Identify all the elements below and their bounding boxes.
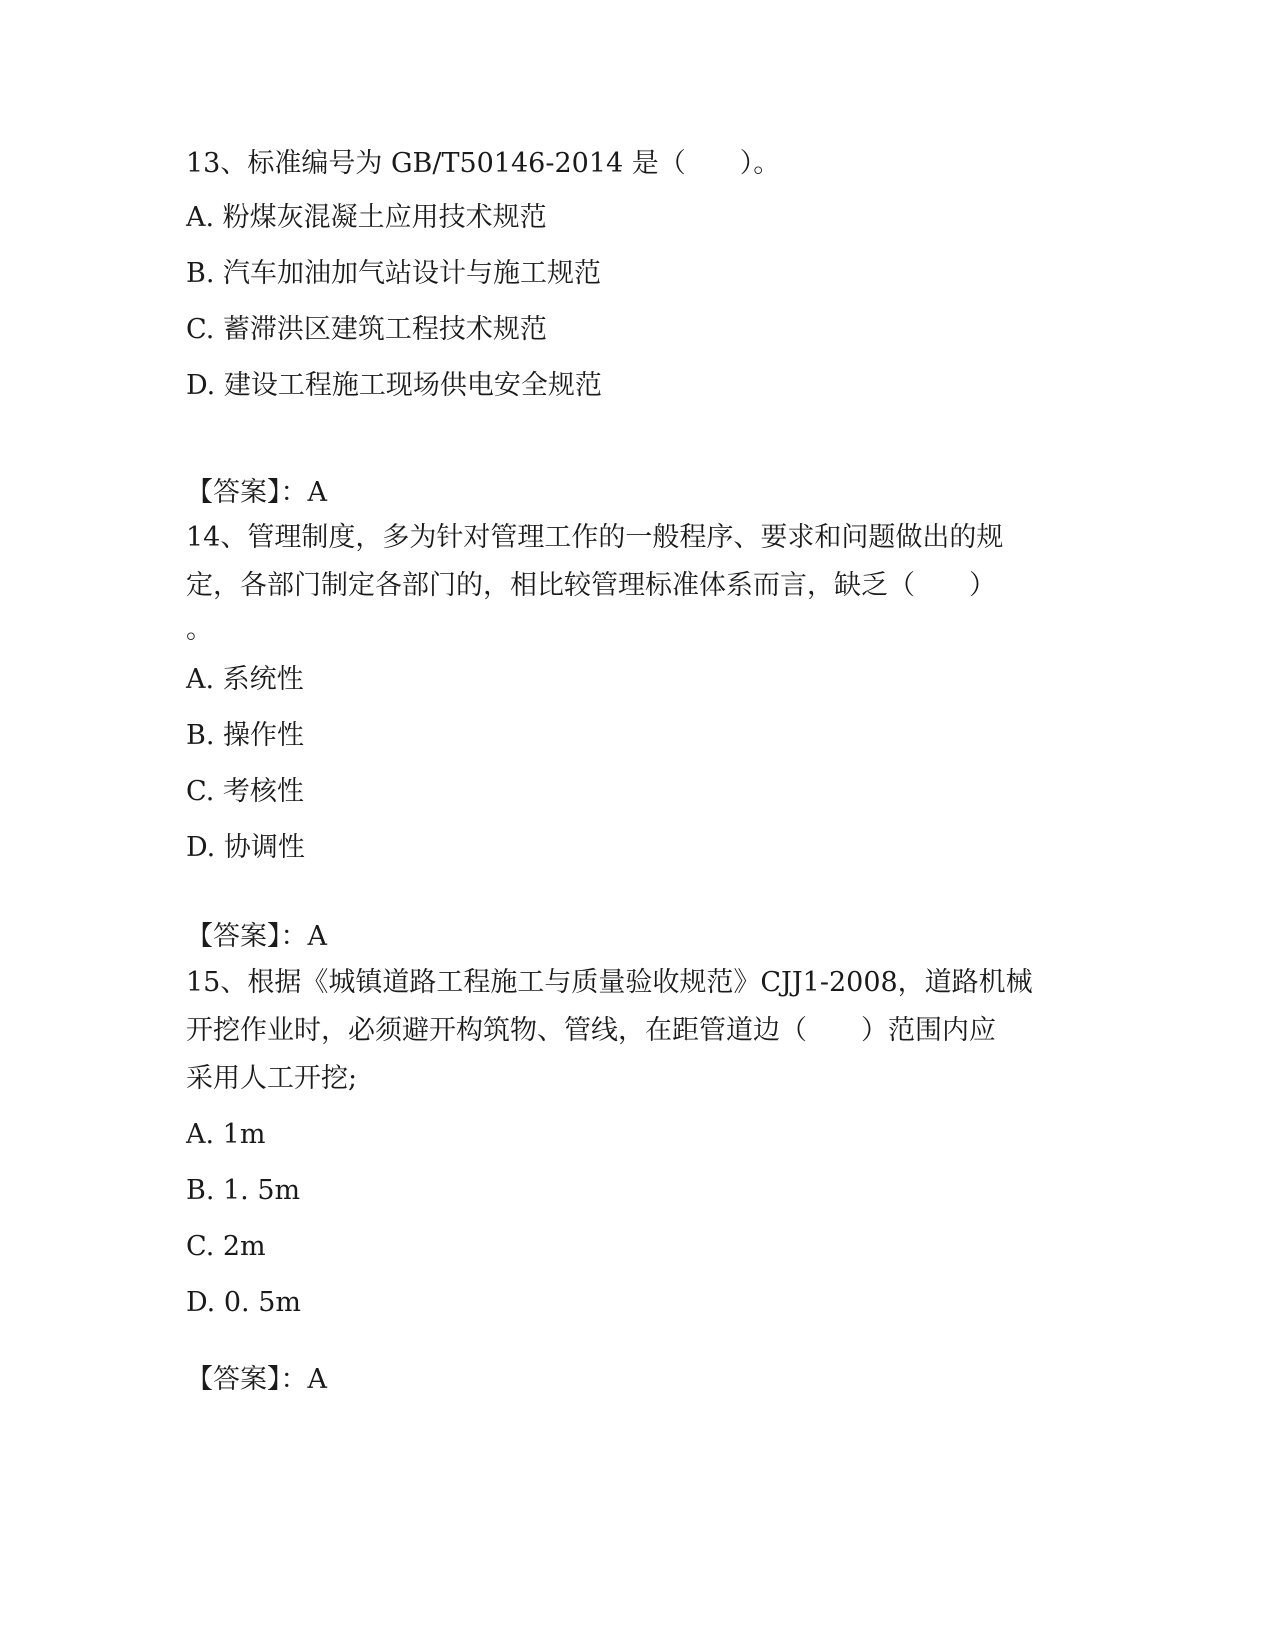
option-a: A. 1m <box>186 1119 266 1150</box>
question-stem <box>186 140 1086 188</box>
option-d: D. 建设工程施工现场供电安全规范 <box>186 370 602 401</box>
question-stem-line: 15、根据《城镇道路工程施工与质量验收规范》CJJ1-2008，道路机械 <box>186 967 1033 998</box>
answer-13: 【答案】：A <box>186 477 327 508</box>
option-list <box>186 190 1086 414</box>
option-d: D. 0. 5m <box>186 1287 301 1318</box>
question-15 <box>186 959 1086 1331</box>
question-stem <box>186 959 1086 1103</box>
option-list <box>186 652 1086 876</box>
option-b: B. 汽车加油加气站设计与施工规范 <box>186 258 602 289</box>
answer-15: 【答案】：A <box>186 1364 327 1395</box>
answer-14: 【答案】：A <box>186 921 327 952</box>
question-14 <box>186 514 1086 876</box>
option-c: C. 2m <box>186 1231 266 1262</box>
option-c: C. 考核性 <box>186 776 304 807</box>
option-b: B. 1. 5m <box>186 1175 301 1206</box>
question-13 <box>186 140 1086 414</box>
question-stem-line: 。 <box>186 614 213 645</box>
question-stem-line: 13、标准编号为 GB/T50146-2014 是（ ）。 <box>186 148 781 179</box>
question-stem <box>186 514 1086 650</box>
option-b: B. 操作性 <box>186 720 305 751</box>
option-list <box>186 1107 1086 1331</box>
question-stem-line: 14、管理制度，多为针对管理工作的一般程序、要求和问题做出的规 <box>186 522 1004 553</box>
option-a: A. 粉煤灰混凝土应用技术规范 <box>186 202 547 233</box>
question-stem-line: 开挖作业时，必须避开构筑物、管线，在距管道边（ ）范围内应 <box>186 1015 996 1046</box>
question-stem-line: 采用人工开挖; <box>186 1063 358 1094</box>
option-a: A. 系统性 <box>186 664 304 695</box>
question-stem-line: 定，各部门制定各部门的，相比较管理标准体系而言，缺乏（ ） <box>186 570 996 601</box>
option-d: D. 协调性 <box>186 832 305 863</box>
option-c: C. 蓄滞洪区建筑工程技术规范 <box>186 314 547 345</box>
